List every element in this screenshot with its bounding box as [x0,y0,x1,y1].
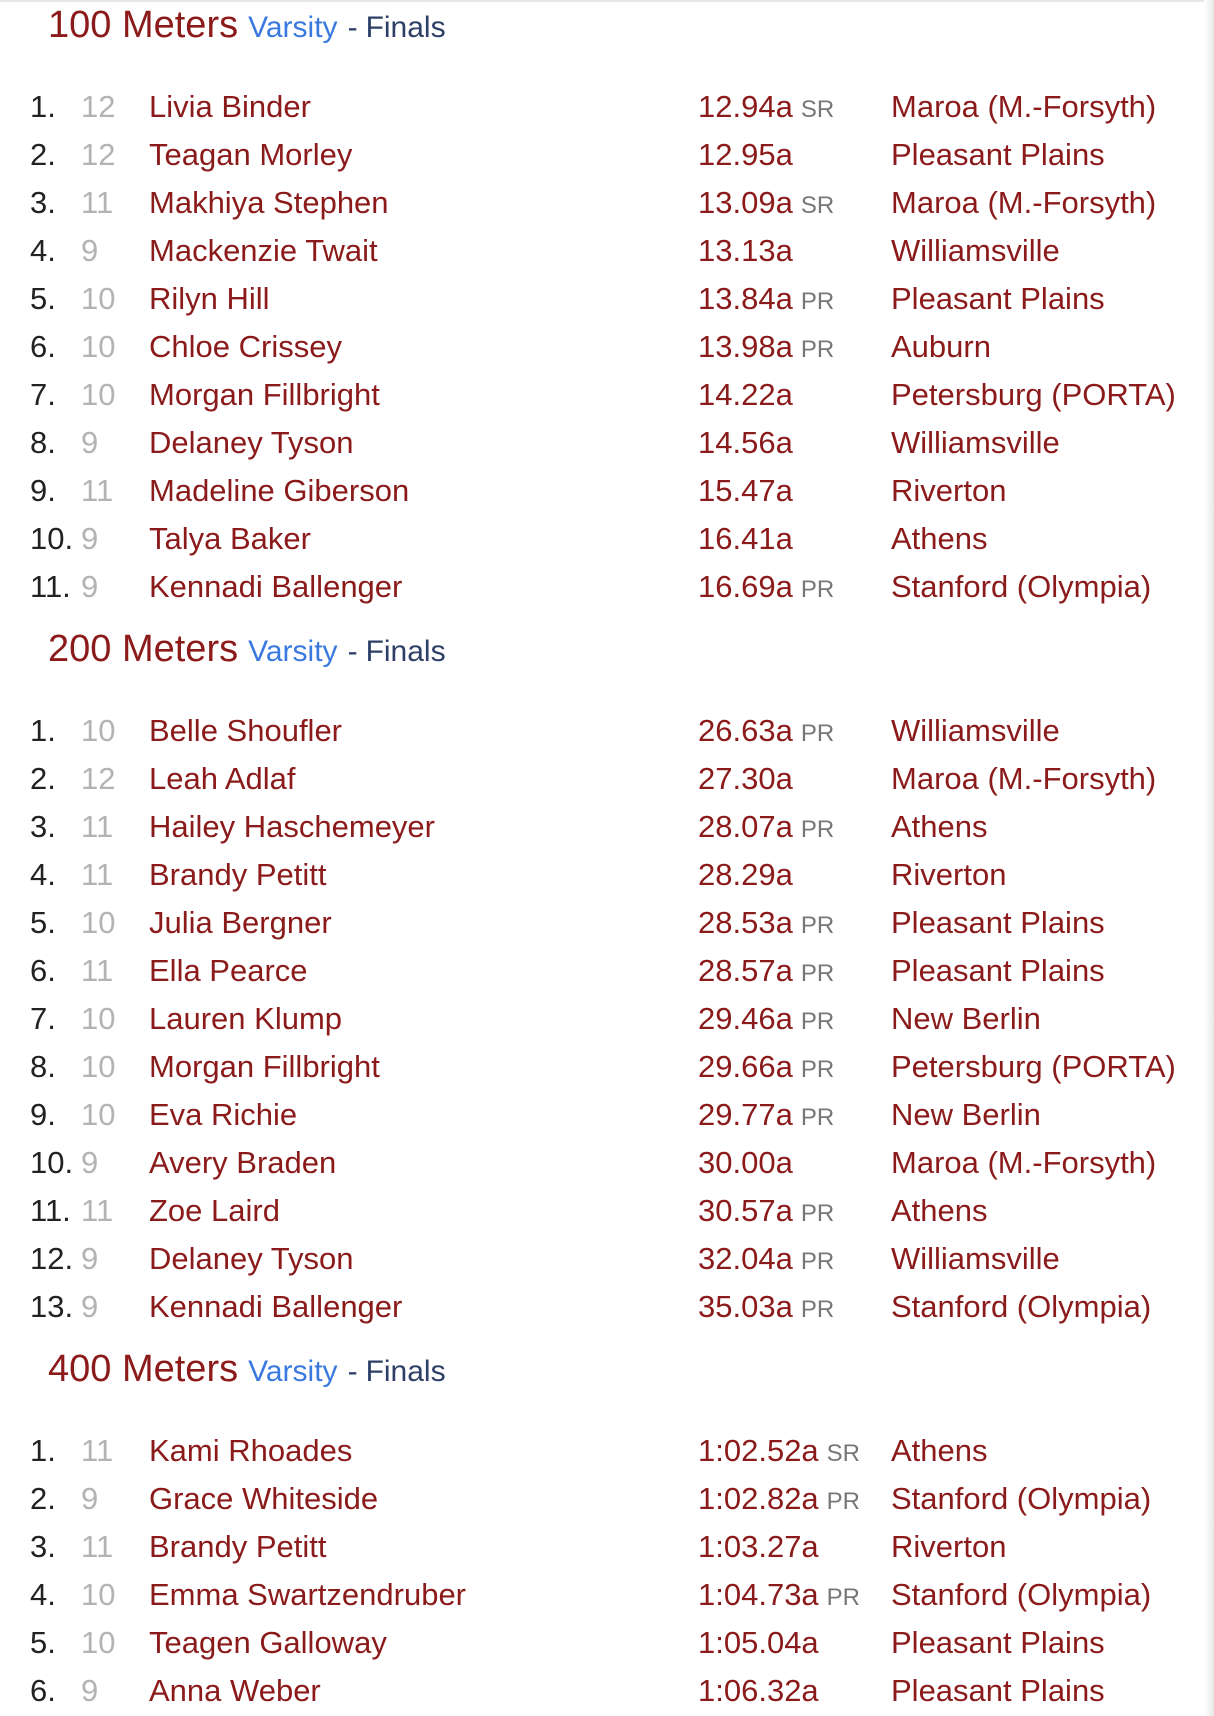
result-mark[interactable] [698,425,793,461]
record-badge: PR [800,576,835,603]
place: 1. [30,713,56,748]
grade: 9 [81,1673,99,1708]
mark-time: 1:02.52a [698,1433,819,1468]
result-row [0,995,1204,1043]
result-row [0,419,1204,467]
event-name-link[interactable]: 100 Meters [48,4,239,46]
athlete-link[interactable]: Teagen Galloway [149,1625,387,1660]
place: 8. [30,425,56,460]
grade: 11 [81,809,114,844]
grade: 9 [81,1289,99,1324]
school-link[interactable]: Pleasant Plains [891,281,1105,316]
result-mark[interactable] [698,521,793,557]
event-level-link[interactable]: Varsity [248,11,338,44]
place: 6. [30,953,56,988]
athlete-link[interactable]: Brandy Petitt [149,1529,327,1564]
athlete-link[interactable]: Belle Shoufler [149,713,343,748]
place: 2. [30,137,56,172]
event-header [48,1348,446,1396]
mark-time: 30.57a [698,1193,793,1228]
record-badge: PR [800,336,835,363]
school-link[interactable]: Pleasant Plains [891,905,1105,940]
athlete-link[interactable]: Anna Weber [149,1673,321,1708]
mark-time: 12.94a [698,89,793,124]
result-mark[interactable] [698,1529,819,1565]
school-link[interactable]: Riverton [891,473,1007,508]
school-link[interactable]: Athens [891,521,988,556]
record-badge: PR [800,816,835,843]
result-mark[interactable] [698,905,834,941]
school-link[interactable]: Maroa (M.-Forsyth) [891,761,1157,796]
record-badge: PR [826,1584,861,1611]
result-row [0,947,1204,995]
mark-time: 12.95a [698,137,793,172]
athlete-link[interactable]: Rilyn Hill [149,281,270,316]
result-mark[interactable] [698,1433,860,1469]
school-link[interactable]: Williamsville [891,425,1060,460]
result-row [0,83,1204,131]
result-row [0,755,1204,803]
grade: 10 [81,281,116,316]
result-mark[interactable] [698,1481,860,1517]
place: 6. [30,329,56,364]
grade: 10 [81,1001,116,1036]
grade: 10 [81,1577,116,1612]
school-link[interactable]: New Berlin [891,1001,1041,1036]
grade: 9 [81,425,99,460]
school-link[interactable]: Auburn [891,329,991,364]
result-mark[interactable] [698,281,834,317]
result-mark[interactable] [698,1577,860,1613]
place: 4. [30,233,56,268]
result-mark[interactable] [698,1241,834,1277]
result-mark[interactable] [698,185,834,221]
result-mark[interactable] [698,1625,819,1661]
school-link[interactable]: Maroa (M.-Forsyth) [891,1145,1157,1180]
event-name-link[interactable]: 200 Meters [48,628,239,670]
event-separator: - [347,635,358,668]
result-mark[interactable] [698,1001,834,1037]
result-row [0,899,1204,947]
grade: 9 [81,233,99,268]
place: 9. [30,1097,56,1132]
athlete-link[interactable]: Morgan Fillbright [149,377,380,412]
result-row [0,1283,1204,1331]
result-mark[interactable] [698,809,834,845]
athlete-link[interactable]: Delaney Tyson [149,1241,354,1276]
athlete-link[interactable]: Talya Baker [149,521,311,556]
grade: 11 [81,1529,114,1564]
result-mark[interactable] [698,377,793,413]
grade: 9 [81,521,99,556]
school-link[interactable]: Stanford (Olympia) [891,1577,1152,1612]
athlete-link[interactable]: Zoe Laird [149,1193,280,1228]
result-mark[interactable] [698,233,793,269]
result-row [0,1571,1204,1619]
record-badge: PR [800,1248,835,1275]
place: 11. [30,1193,71,1228]
athlete-link[interactable]: Chloe Crissey [149,329,342,364]
event-separator: - [347,11,358,44]
place: 2. [30,1481,56,1516]
school-link[interactable]: Riverton [891,857,1007,892]
record-badge: PR [800,1056,835,1083]
result-row [0,131,1204,179]
place: 5. [30,1625,56,1660]
record-badge: PR [800,288,835,315]
athlete-link[interactable]: Emma Swartzendruber [149,1577,467,1612]
scroll-edge [1204,0,1214,1716]
event-round-link[interactable]: Finals [365,11,446,44]
result-mark[interactable] [698,1145,793,1181]
result-mark[interactable] [698,473,793,509]
grade: 12 [81,89,116,124]
place: 5. [30,905,56,940]
record-badge: SR [800,96,835,123]
place: 12. [30,1241,74,1276]
event-round-link[interactable]: Finals [365,1355,446,1388]
grade: 11 [81,953,114,988]
record-badge: SR [826,1440,861,1467]
school-link[interactable]: Petersburg (PORTA) [891,1049,1176,1084]
school-link[interactable]: Pleasant Plains [891,1625,1105,1660]
place: 11. [30,569,71,604]
place: 1. [30,1433,56,1468]
grade: 10 [81,1097,116,1132]
place: 7. [30,1001,56,1036]
place: 13. [30,1289,74,1324]
athlete-link[interactable]: Teagan Morley [149,137,353,172]
mark-time: 13.84a [698,281,793,316]
grade: 10 [81,1049,116,1084]
place: 6. [30,1673,56,1708]
record-badge: SR [800,192,835,219]
mark-time: 29.46a [698,1001,793,1036]
athlete-link[interactable]: Leah Adlaf [149,761,296,796]
school-link[interactable]: Athens [891,1433,988,1468]
place: 9. [30,473,56,508]
result-row [0,1667,1204,1715]
mark-time: 28.29a [698,857,793,892]
result-row [0,1475,1204,1523]
event-separator: - [347,1355,358,1388]
result-mark[interactable] [698,89,834,125]
mark-time: 13.98a [698,329,793,364]
grade: 10 [81,1625,116,1660]
grade: 10 [81,329,116,364]
mark-time: 16.41a [698,521,793,556]
result-mark[interactable] [698,1289,834,1325]
school-link[interactable]: Maroa (M.-Forsyth) [891,89,1157,124]
athlete-link[interactable]: Morgan Fillbright [149,1049,380,1084]
athlete-link[interactable]: Eva Richie [149,1097,298,1132]
school-link[interactable]: Maroa (M.-Forsyth) [891,185,1157,220]
event-header [48,628,446,676]
result-row [0,563,1204,611]
athlete-link[interactable]: Kami Rhoades [149,1433,353,1468]
record-badge: PR [800,912,835,939]
mark-time: 1:02.82a [698,1481,819,1516]
place: 2. [30,761,56,796]
grade: 11 [81,857,114,892]
grade: 9 [81,1145,99,1180]
athlete-link[interactable]: Mackenzie Twait [149,233,378,268]
result-row [0,371,1204,419]
grade: 12 [81,137,116,172]
place: 7. [30,377,56,412]
record-badge: PR [800,1200,835,1227]
place: 1. [30,89,56,124]
result-row [0,1523,1204,1571]
school-link[interactable]: Petersburg (PORTA) [891,377,1176,412]
result-row [0,467,1204,515]
mark-time: 14.22a [698,377,793,412]
grade: 11 [81,185,114,220]
school-link[interactable]: Williamsville [891,1241,1060,1276]
result-row [0,179,1204,227]
result-row [0,515,1204,563]
mark-time: 26.63a [698,713,793,748]
result-row [0,1091,1204,1139]
grade: 10 [81,713,116,748]
record-badge: PR [800,1296,835,1323]
school-link[interactable]: Stanford (Olympia) [891,569,1152,604]
place: 8. [30,1049,56,1084]
athlete-link[interactable]: Livia Binder [149,89,311,124]
mark-time: 1:06.32a [698,1673,819,1708]
mark-time: 32.04a [698,1241,793,1276]
school-link[interactable]: New Berlin [891,1097,1041,1132]
result-mark[interactable] [698,713,834,749]
event-level-link[interactable]: Varsity [248,1355,338,1388]
event-round-link[interactable]: Finals [365,635,446,668]
mark-time: 1:04.73a [698,1577,819,1612]
school-link[interactable]: Williamsville [891,713,1060,748]
result-mark[interactable] [698,1673,819,1709]
athlete-link[interactable]: Makhiya Stephen [149,185,389,220]
place: 5. [30,281,56,316]
mark-time: 27.30a [698,761,793,796]
mark-time: 28.07a [698,809,793,844]
athlete-link[interactable]: Julia Bergner [149,905,332,940]
grade: 11 [81,1193,114,1228]
mark-time: 1:05.04a [698,1625,819,1660]
mark-time: 1:03.27a [698,1529,819,1564]
mark-time: 28.57a [698,953,793,988]
athlete-link[interactable]: Lauren Klump [149,1001,343,1036]
result-mark[interactable] [698,137,793,173]
mark-time: 13.09a [698,185,793,220]
school-link[interactable]: Williamsville [891,233,1060,268]
grade: 12 [81,761,116,796]
mark-time: 16.69a [698,569,793,604]
place: 10. [30,1145,74,1180]
mark-time: 29.66a [698,1049,793,1084]
event-name-link[interactable]: 400 Meters [48,1348,239,1390]
result-row [0,1235,1204,1283]
place: 4. [30,857,56,892]
result-row [0,803,1204,851]
athlete-link[interactable]: Brandy Petitt [149,857,327,892]
result-mark[interactable] [698,857,793,893]
athlete-link[interactable]: Ella Pearce [149,953,308,988]
place: 10. [30,521,74,556]
grade: 11 [81,473,114,508]
record-badge: PR [800,720,835,747]
record-badge: PR [826,1488,861,1515]
place: 4. [30,1577,56,1612]
school-link[interactable]: Athens [891,809,988,844]
result-mark[interactable] [698,953,834,989]
result-mark[interactable] [698,761,793,797]
place: 3. [30,185,56,220]
athlete-link[interactable]: Grace Whiteside [149,1481,379,1516]
result-row [0,1187,1204,1235]
result-row [0,851,1204,899]
athlete-link[interactable]: Avery Braden [149,1145,337,1180]
mark-time: 14.56a [698,425,793,460]
school-link[interactable]: Stanford (Olympia) [891,1481,1152,1516]
athlete-link[interactable]: Hailey Haschemeyer [149,809,435,844]
school-link[interactable]: Athens [891,1193,988,1228]
grade: 10 [81,377,116,412]
result-mark[interactable] [698,1193,834,1229]
grade: 9 [81,569,99,604]
mark-time: 28.53a [698,905,793,940]
result-row [0,1427,1204,1475]
athlete-link[interactable]: Kennadi Ballenger [149,1289,403,1324]
school-link[interactable]: Pleasant Plains [891,137,1105,172]
mark-time: 13.13a [698,233,793,268]
result-row [0,707,1204,755]
school-link[interactable]: Pleasant Plains [891,1673,1105,1708]
result-row [0,227,1204,275]
result-mark[interactable] [698,1097,834,1133]
athlete-link[interactable]: Delaney Tyson [149,425,354,460]
grade: 10 [81,905,116,940]
mark-time: 15.47a [698,473,793,508]
record-badge: PR [800,1008,835,1035]
grade: 11 [81,1433,114,1468]
record-badge: PR [800,1104,835,1131]
result-row [0,1619,1204,1667]
athlete-link[interactable]: Kennadi Ballenger [149,569,403,604]
place: 3. [30,809,56,844]
event-level-link[interactable]: Varsity [248,635,338,668]
mark-time: 35.03a [698,1289,793,1324]
result-row [0,1043,1204,1091]
school-link[interactable]: Riverton [891,1529,1007,1564]
record-badge: PR [800,960,835,987]
place: 3. [30,1529,56,1564]
result-row [0,323,1204,371]
grade: 9 [81,1481,99,1516]
result-mark[interactable] [698,329,834,365]
result-mark[interactable] [698,569,834,605]
event-header [48,4,446,52]
result-mark[interactable] [698,1049,834,1085]
mark-time: 29.77a [698,1097,793,1132]
mark-time: 30.00a [698,1145,793,1180]
school-link[interactable]: Stanford (Olympia) [891,1289,1152,1324]
school-link[interactable]: Pleasant Plains [891,953,1105,988]
grade: 9 [81,1241,99,1276]
result-row [0,1139,1204,1187]
result-row [0,275,1204,323]
athlete-link[interactable]: Madeline Giberson [149,473,410,508]
